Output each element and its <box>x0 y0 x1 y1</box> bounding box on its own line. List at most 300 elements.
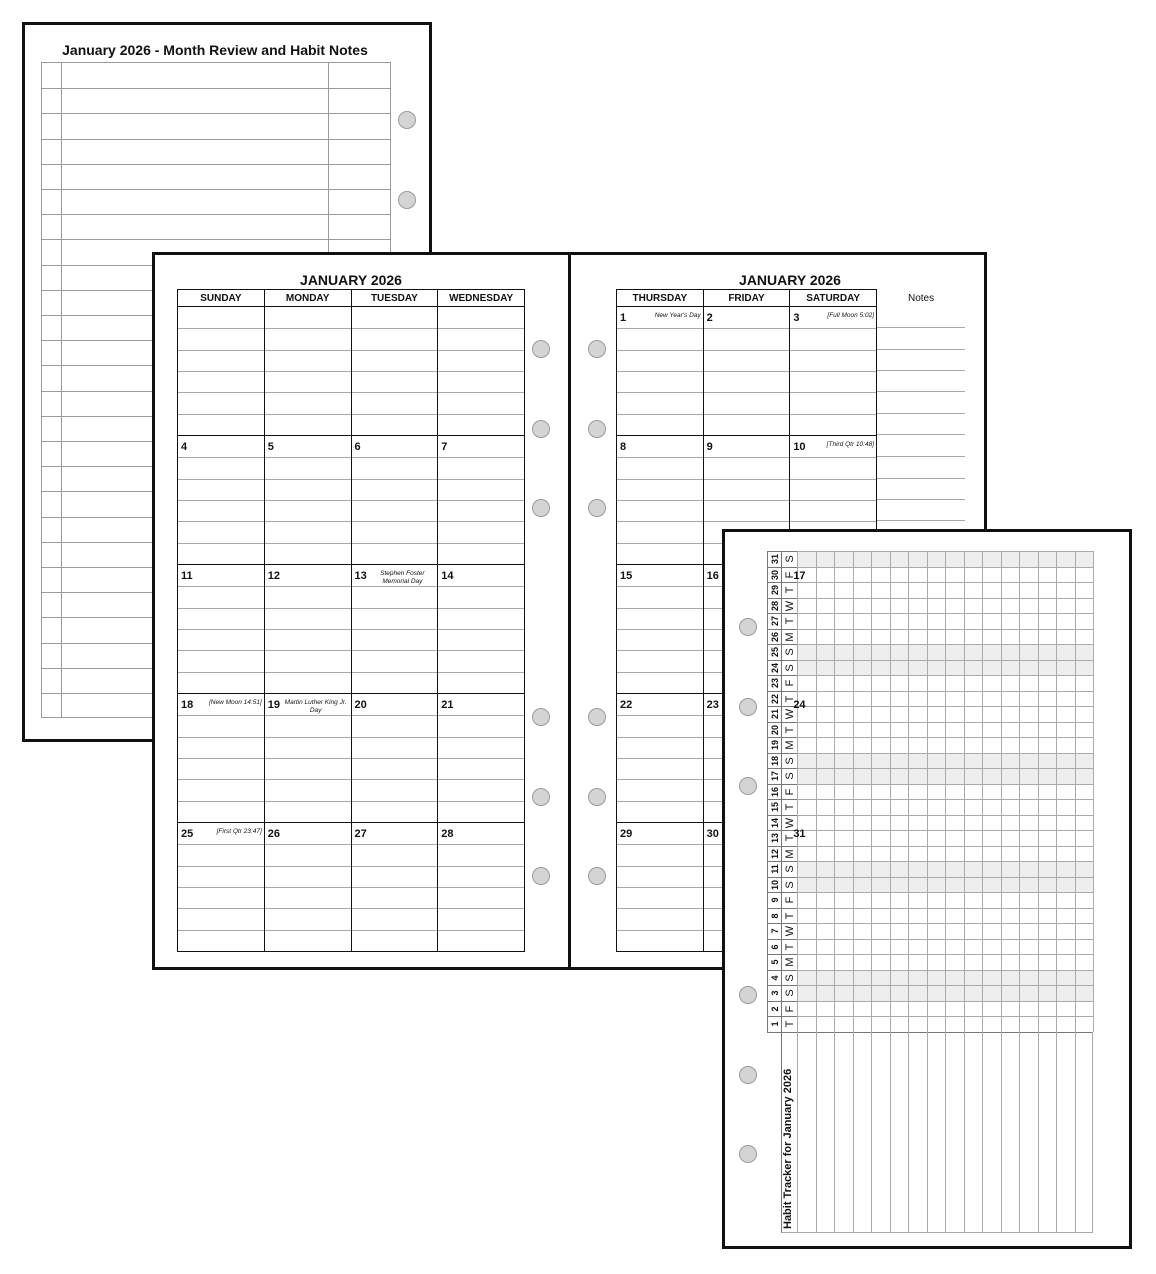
habit-check-cell[interactable] <box>964 784 983 800</box>
habit-check-cell[interactable] <box>871 598 890 614</box>
habit-check-cell[interactable] <box>908 691 927 707</box>
habit-check-cell[interactable] <box>1075 939 1094 955</box>
habit-check-cell[interactable] <box>797 582 816 598</box>
day-cell[interactable] <box>617 565 704 694</box>
habit-check-cell[interactable] <box>834 908 853 924</box>
habit-check-cell[interactable] <box>1056 1001 1075 1017</box>
habit-check-cell[interactable] <box>834 985 853 1001</box>
habit-check-cell[interactable] <box>853 753 872 769</box>
habit-check-cell[interactable] <box>964 877 983 893</box>
day-cell[interactable] <box>617 307 704 436</box>
habit-check-cell[interactable] <box>871 954 890 970</box>
habit-check-cell[interactable] <box>964 598 983 614</box>
habit-check-cell[interactable] <box>908 954 927 970</box>
habit-check-cell[interactable] <box>1001 582 1020 598</box>
habit-check-cell[interactable] <box>890 706 909 722</box>
habit-check-cell[interactable] <box>927 644 946 660</box>
habit-check-cell[interactable] <box>1056 861 1075 877</box>
habit-check-cell[interactable] <box>927 675 946 691</box>
habit-check-cell[interactable] <box>853 567 872 583</box>
habit-check-cell[interactable] <box>890 799 909 815</box>
habit-check-cell[interactable] <box>964 908 983 924</box>
habit-check-cell[interactable] <box>816 675 835 691</box>
habit-check-cell[interactable] <box>1056 970 1075 986</box>
habit-check-cell[interactable] <box>1056 706 1075 722</box>
habit-check-cell[interactable] <box>816 784 835 800</box>
habit-check-cell[interactable] <box>964 846 983 862</box>
habit-check-cell[interactable] <box>908 784 927 800</box>
habit-check-cell[interactable] <box>982 892 1001 908</box>
habit-check-cell[interactable] <box>890 753 909 769</box>
habit-check-cell[interactable] <box>834 567 853 583</box>
habit-check-cell[interactable] <box>1001 939 1020 955</box>
habit-check-cell[interactable] <box>797 1001 816 1017</box>
habit-check-cell[interactable] <box>1075 1016 1094 1032</box>
habit-check-cell[interactable] <box>945 954 964 970</box>
habit-check-cell[interactable] <box>834 660 853 676</box>
habit-check-cell[interactable] <box>890 768 909 784</box>
habit-check-cell[interactable] <box>1019 691 1038 707</box>
habit-check-cell[interactable] <box>834 722 853 738</box>
habit-check-cell[interactable] <box>834 1001 853 1017</box>
habit-check-cell[interactable] <box>927 691 946 707</box>
habit-check-cell[interactable] <box>982 660 1001 676</box>
habit-check-cell[interactable] <box>908 722 927 738</box>
habit-check-cell[interactable] <box>1019 846 1038 862</box>
habit-check-cell[interactable] <box>871 722 890 738</box>
habit-check-cell[interactable] <box>964 567 983 583</box>
habit-name-cell[interactable] <box>945 1032 964 1233</box>
habit-check-cell[interactable] <box>1056 722 1075 738</box>
habit-check-cell[interactable] <box>927 784 946 800</box>
habit-check-cell[interactable] <box>834 784 853 800</box>
day-cell[interactable] <box>264 436 351 565</box>
habit-check-cell[interactable] <box>1001 1016 1020 1032</box>
habit-name-cell[interactable] <box>908 1032 927 1233</box>
habit-check-cell[interactable] <box>1075 908 1094 924</box>
habit-check-cell[interactable] <box>1019 985 1038 1001</box>
habit-check-cell[interactable] <box>853 923 872 939</box>
habit-check-cell[interactable] <box>797 846 816 862</box>
habit-check-cell[interactable] <box>834 598 853 614</box>
habit-check-cell[interactable] <box>982 908 1001 924</box>
habit-check-cell[interactable] <box>1038 613 1057 629</box>
habit-check-cell[interactable] <box>816 908 835 924</box>
habit-check-cell[interactable] <box>945 753 964 769</box>
habit-check-cell[interactable] <box>890 644 909 660</box>
day-cell[interactable] <box>617 823 704 952</box>
habit-check-cell[interactable] <box>797 939 816 955</box>
habit-check-cell[interactable] <box>927 846 946 862</box>
habit-check-cell[interactable] <box>1038 706 1057 722</box>
habit-check-cell[interactable] <box>945 1016 964 1032</box>
habit-check-cell[interactable] <box>871 644 890 660</box>
habit-check-cell[interactable] <box>1001 985 1020 1001</box>
habit-check-cell[interactable] <box>1001 877 1020 893</box>
habit-check-cell[interactable] <box>816 815 835 831</box>
habit-check-cell[interactable] <box>1019 892 1038 908</box>
habit-check-cell[interactable] <box>982 582 1001 598</box>
habit-check-cell[interactable] <box>834 629 853 645</box>
habit-check-cell[interactable] <box>982 970 1001 986</box>
habit-check-cell[interactable] <box>834 675 853 691</box>
habit-check-cell[interactable] <box>890 629 909 645</box>
habit-check-cell[interactable] <box>853 737 872 753</box>
habit-check-cell[interactable] <box>1056 939 1075 955</box>
habit-check-cell[interactable] <box>982 675 1001 691</box>
habit-check-cell[interactable] <box>927 830 946 846</box>
habit-check-cell[interactable] <box>927 598 946 614</box>
habit-check-cell[interactable] <box>908 737 927 753</box>
habit-check-cell[interactable] <box>1001 598 1020 614</box>
habit-check-cell[interactable] <box>1019 799 1038 815</box>
habit-check-cell[interactable] <box>1075 830 1094 846</box>
habit-check-cell[interactable] <box>1075 877 1094 893</box>
day-cell[interactable] <box>438 307 525 436</box>
habit-check-cell[interactable] <box>797 551 816 567</box>
habit-check-cell[interactable] <box>1056 768 1075 784</box>
habit-check-cell[interactable] <box>982 629 1001 645</box>
habit-check-cell[interactable] <box>908 830 927 846</box>
habit-check-cell[interactable] <box>1001 768 1020 784</box>
habit-check-cell[interactable] <box>797 877 816 893</box>
habit-check-cell[interactable] <box>1056 644 1075 660</box>
habit-check-cell[interactable] <box>945 660 964 676</box>
habit-check-cell[interactable] <box>890 567 909 583</box>
habit-check-cell[interactable] <box>964 954 983 970</box>
habit-check-cell[interactable] <box>871 985 890 1001</box>
habit-check-cell[interactable] <box>945 877 964 893</box>
habit-check-cell[interactable] <box>853 551 872 567</box>
habit-check-cell[interactable] <box>1038 815 1057 831</box>
habit-check-cell[interactable] <box>1038 970 1057 986</box>
habit-check-cell[interactable] <box>834 551 853 567</box>
habit-check-cell[interactable] <box>816 1001 835 1017</box>
habit-check-cell[interactable] <box>834 970 853 986</box>
habit-check-cell[interactable] <box>1056 985 1075 1001</box>
habit-check-cell[interactable] <box>982 722 1001 738</box>
habit-check-cell[interactable] <box>853 815 872 831</box>
habit-check-cell[interactable] <box>816 861 835 877</box>
habit-check-cell[interactable] <box>816 644 835 660</box>
habit-check-cell[interactable] <box>927 706 946 722</box>
habit-check-cell[interactable] <box>945 598 964 614</box>
habit-check-cell[interactable] <box>816 877 835 893</box>
habit-check-cell[interactable] <box>945 567 964 583</box>
habit-check-cell[interactable] <box>964 753 983 769</box>
habit-check-cell[interactable] <box>871 582 890 598</box>
habit-check-cell[interactable] <box>982 753 1001 769</box>
habit-check-cell[interactable] <box>908 815 927 831</box>
habit-check-cell[interactable] <box>982 799 1001 815</box>
habit-check-cell[interactable] <box>853 598 872 614</box>
habit-check-cell[interactable] <box>890 691 909 707</box>
habit-check-cell[interactable] <box>1075 923 1094 939</box>
habit-name-cell[interactable] <box>1075 1032 1094 1233</box>
habit-check-cell[interactable] <box>982 598 1001 614</box>
habit-check-cell[interactable] <box>982 861 1001 877</box>
habit-check-cell[interactable] <box>1056 691 1075 707</box>
habit-check-cell[interactable] <box>1075 861 1094 877</box>
habit-check-cell[interactable] <box>927 892 946 908</box>
habit-check-cell[interactable] <box>927 939 946 955</box>
habit-name-cell[interactable] <box>871 1032 890 1233</box>
habit-check-cell[interactable] <box>945 1001 964 1017</box>
day-cell[interactable] <box>264 823 351 952</box>
habit-check-cell[interactable] <box>871 799 890 815</box>
habit-check-cell[interactable] <box>890 737 909 753</box>
habit-check-cell[interactable] <box>871 613 890 629</box>
habit-check-cell[interactable] <box>853 939 872 955</box>
habit-check-cell[interactable] <box>890 784 909 800</box>
habit-check-cell[interactable] <box>890 985 909 1001</box>
habit-check-cell[interactable] <box>1019 815 1038 831</box>
habit-check-cell[interactable] <box>908 861 927 877</box>
habit-check-cell[interactable] <box>853 846 872 862</box>
habit-check-cell[interactable] <box>1001 737 1020 753</box>
habit-name-cell[interactable] <box>816 1032 835 1233</box>
habit-check-cell[interactable] <box>890 939 909 955</box>
habit-check-cell[interactable] <box>982 846 1001 862</box>
habit-check-cell[interactable] <box>853 985 872 1001</box>
habit-check-cell[interactable] <box>982 1001 1001 1017</box>
habit-check-cell[interactable] <box>1019 784 1038 800</box>
habit-check-cell[interactable] <box>982 877 1001 893</box>
habit-check-cell[interactable] <box>871 861 890 877</box>
habit-check-cell[interactable] <box>1056 737 1075 753</box>
habit-check-cell[interactable] <box>1075 567 1094 583</box>
habit-check-cell[interactable] <box>1056 784 1075 800</box>
habit-check-cell[interactable] <box>1075 582 1094 598</box>
habit-check-cell[interactable] <box>964 830 983 846</box>
habit-check-cell[interactable] <box>1038 892 1057 908</box>
habit-check-cell[interactable] <box>1075 737 1094 753</box>
habit-check-cell[interactable] <box>890 970 909 986</box>
habit-check-cell[interactable] <box>871 675 890 691</box>
habit-check-cell[interactable] <box>1075 784 1094 800</box>
habit-check-cell[interactable] <box>834 877 853 893</box>
habit-check-cell[interactable] <box>908 551 927 567</box>
habit-check-cell[interactable] <box>1056 660 1075 676</box>
habit-check-cell[interactable] <box>890 861 909 877</box>
habit-check-cell[interactable] <box>945 551 964 567</box>
habit-check-cell[interactable] <box>945 830 964 846</box>
habit-check-cell[interactable] <box>927 815 946 831</box>
habit-check-cell[interactable] <box>927 613 946 629</box>
habit-check-cell[interactable] <box>1019 660 1038 676</box>
habit-check-cell[interactable] <box>1056 567 1075 583</box>
habit-check-cell[interactable] <box>1001 923 1020 939</box>
habit-check-cell[interactable] <box>1019 970 1038 986</box>
habit-check-cell[interactable] <box>982 737 1001 753</box>
habit-check-cell[interactable] <box>908 846 927 862</box>
habit-check-cell[interactable] <box>982 706 1001 722</box>
habit-check-cell[interactable] <box>1019 830 1038 846</box>
habit-check-cell[interactable] <box>982 784 1001 800</box>
habit-check-cell[interactable] <box>797 598 816 614</box>
habit-check-cell[interactable] <box>1056 954 1075 970</box>
habit-check-cell[interactable] <box>1075 598 1094 614</box>
habit-check-cell[interactable] <box>853 908 872 924</box>
habit-check-cell[interactable] <box>982 985 1001 1001</box>
habit-check-cell[interactable] <box>853 722 872 738</box>
habit-check-cell[interactable] <box>797 892 816 908</box>
habit-check-cell[interactable] <box>945 613 964 629</box>
habit-check-cell[interactable] <box>927 768 946 784</box>
habit-check-cell[interactable] <box>1075 629 1094 645</box>
habit-check-cell[interactable] <box>1038 567 1057 583</box>
habit-check-cell[interactable] <box>834 768 853 784</box>
habit-check-cell[interactable] <box>1056 675 1075 691</box>
habit-check-cell[interactable] <box>797 660 816 676</box>
habit-check-cell[interactable] <box>982 923 1001 939</box>
habit-check-cell[interactable] <box>890 1016 909 1032</box>
habit-check-cell[interactable] <box>797 722 816 738</box>
habit-check-cell[interactable] <box>945 923 964 939</box>
habit-check-cell[interactable] <box>1019 613 1038 629</box>
habit-check-cell[interactable] <box>834 799 853 815</box>
habit-check-cell[interactable] <box>816 892 835 908</box>
habit-check-cell[interactable] <box>945 985 964 1001</box>
habit-check-cell[interactable] <box>1056 877 1075 893</box>
habit-check-cell[interactable] <box>982 768 1001 784</box>
habit-check-cell[interactable] <box>871 660 890 676</box>
day-cell[interactable] <box>351 436 438 565</box>
habit-check-cell[interactable] <box>945 768 964 784</box>
habit-check-cell[interactable] <box>890 675 909 691</box>
day-cell[interactable] <box>351 307 438 436</box>
habit-check-cell[interactable] <box>927 737 946 753</box>
habit-check-cell[interactable] <box>871 830 890 846</box>
habit-check-cell[interactable] <box>871 753 890 769</box>
habit-check-cell[interactable] <box>890 551 909 567</box>
habit-check-cell[interactable] <box>1001 660 1020 676</box>
habit-check-cell[interactable] <box>964 985 983 1001</box>
habit-check-cell[interactable] <box>834 830 853 846</box>
habit-check-cell[interactable] <box>1056 551 1075 567</box>
habit-check-cell[interactable] <box>1075 970 1094 986</box>
habit-check-cell[interactable] <box>816 846 835 862</box>
habit-check-cell[interactable] <box>890 1001 909 1017</box>
habit-check-cell[interactable] <box>853 861 872 877</box>
habit-check-cell[interactable] <box>1038 582 1057 598</box>
habit-check-cell[interactable] <box>908 567 927 583</box>
habit-check-cell[interactable] <box>982 644 1001 660</box>
habit-check-cell[interactable] <box>927 753 946 769</box>
habit-check-cell[interactable] <box>945 892 964 908</box>
habit-name-cell[interactable] <box>834 1032 853 1233</box>
habit-check-cell[interactable] <box>816 753 835 769</box>
day-cell[interactable] <box>178 823 265 952</box>
habit-check-cell[interactable] <box>871 1016 890 1032</box>
habit-check-cell[interactable] <box>908 582 927 598</box>
habit-check-cell[interactable] <box>927 985 946 1001</box>
habit-check-cell[interactable] <box>1038 830 1057 846</box>
habit-check-cell[interactable] <box>964 644 983 660</box>
habit-check-cell[interactable] <box>908 1001 927 1017</box>
habit-check-cell[interactable] <box>1056 830 1075 846</box>
habit-check-cell[interactable] <box>797 1016 816 1032</box>
habit-check-cell[interactable] <box>853 706 872 722</box>
day-cell[interactable] <box>617 694 704 823</box>
day-cell[interactable] <box>438 436 525 565</box>
habit-check-cell[interactable] <box>890 613 909 629</box>
habit-check-cell[interactable] <box>927 567 946 583</box>
habit-check-cell[interactable] <box>908 598 927 614</box>
habit-check-cell[interactable] <box>1019 923 1038 939</box>
habit-check-cell[interactable] <box>816 939 835 955</box>
habit-check-cell[interactable] <box>871 784 890 800</box>
habit-check-cell[interactable] <box>945 799 964 815</box>
habit-check-cell[interactable] <box>816 722 835 738</box>
habit-check-cell[interactable] <box>945 629 964 645</box>
habit-check-cell[interactable] <box>1038 784 1057 800</box>
day-cell[interactable] <box>703 307 790 436</box>
habit-check-cell[interactable] <box>927 551 946 567</box>
habit-name-cell[interactable] <box>853 1032 872 1233</box>
habit-check-cell[interactable] <box>816 629 835 645</box>
habit-check-cell[interactable] <box>927 923 946 939</box>
habit-check-cell[interactable] <box>834 644 853 660</box>
habit-check-cell[interactable] <box>871 706 890 722</box>
habit-check-cell[interactable] <box>908 1016 927 1032</box>
habit-check-cell[interactable] <box>1075 660 1094 676</box>
habit-check-cell[interactable] <box>853 784 872 800</box>
habit-check-cell[interactable] <box>853 892 872 908</box>
habit-check-cell[interactable] <box>834 753 853 769</box>
habit-check-cell[interactable] <box>1001 954 1020 970</box>
day-cell[interactable] <box>264 565 351 694</box>
habit-check-cell[interactable] <box>945 706 964 722</box>
habit-check-cell[interactable] <box>982 830 1001 846</box>
habit-check-cell[interactable] <box>853 768 872 784</box>
habit-check-cell[interactable] <box>1075 815 1094 831</box>
habit-check-cell[interactable] <box>1001 551 1020 567</box>
habit-check-cell[interactable] <box>908 908 927 924</box>
habit-check-cell[interactable] <box>797 613 816 629</box>
habit-check-cell[interactable] <box>834 892 853 908</box>
habit-check-cell[interactable] <box>945 908 964 924</box>
habit-check-cell[interactable] <box>982 613 1001 629</box>
day-cell[interactable] <box>438 565 525 694</box>
habit-check-cell[interactable] <box>816 567 835 583</box>
habit-check-cell[interactable] <box>964 939 983 955</box>
habit-check-cell[interactable] <box>908 660 927 676</box>
habit-check-cell[interactable] <box>945 644 964 660</box>
habit-check-cell[interactable] <box>1075 1001 1094 1017</box>
habit-check-cell[interactable] <box>1019 737 1038 753</box>
day-cell[interactable] <box>790 307 877 436</box>
habit-check-cell[interactable] <box>1038 753 1057 769</box>
habit-name-cell[interactable] <box>982 1032 1001 1233</box>
habit-check-cell[interactable] <box>964 1001 983 1017</box>
habit-check-cell[interactable] <box>890 954 909 970</box>
habit-check-cell[interactable] <box>927 877 946 893</box>
habit-check-cell[interactable] <box>1001 970 1020 986</box>
habit-name-cell[interactable] <box>797 1032 816 1233</box>
habit-check-cell[interactable] <box>908 644 927 660</box>
habit-check-cell[interactable] <box>834 582 853 598</box>
habit-check-cell[interactable] <box>871 815 890 831</box>
habit-check-cell[interactable] <box>1019 939 1038 955</box>
habit-check-cell[interactable] <box>964 613 983 629</box>
habit-check-cell[interactable] <box>982 691 1001 707</box>
habit-check-cell[interactable] <box>797 923 816 939</box>
habit-check-cell[interactable] <box>945 691 964 707</box>
habit-check-cell[interactable] <box>834 846 853 862</box>
day-cell[interactable] <box>178 565 265 694</box>
day-cell[interactable] <box>438 823 525 952</box>
